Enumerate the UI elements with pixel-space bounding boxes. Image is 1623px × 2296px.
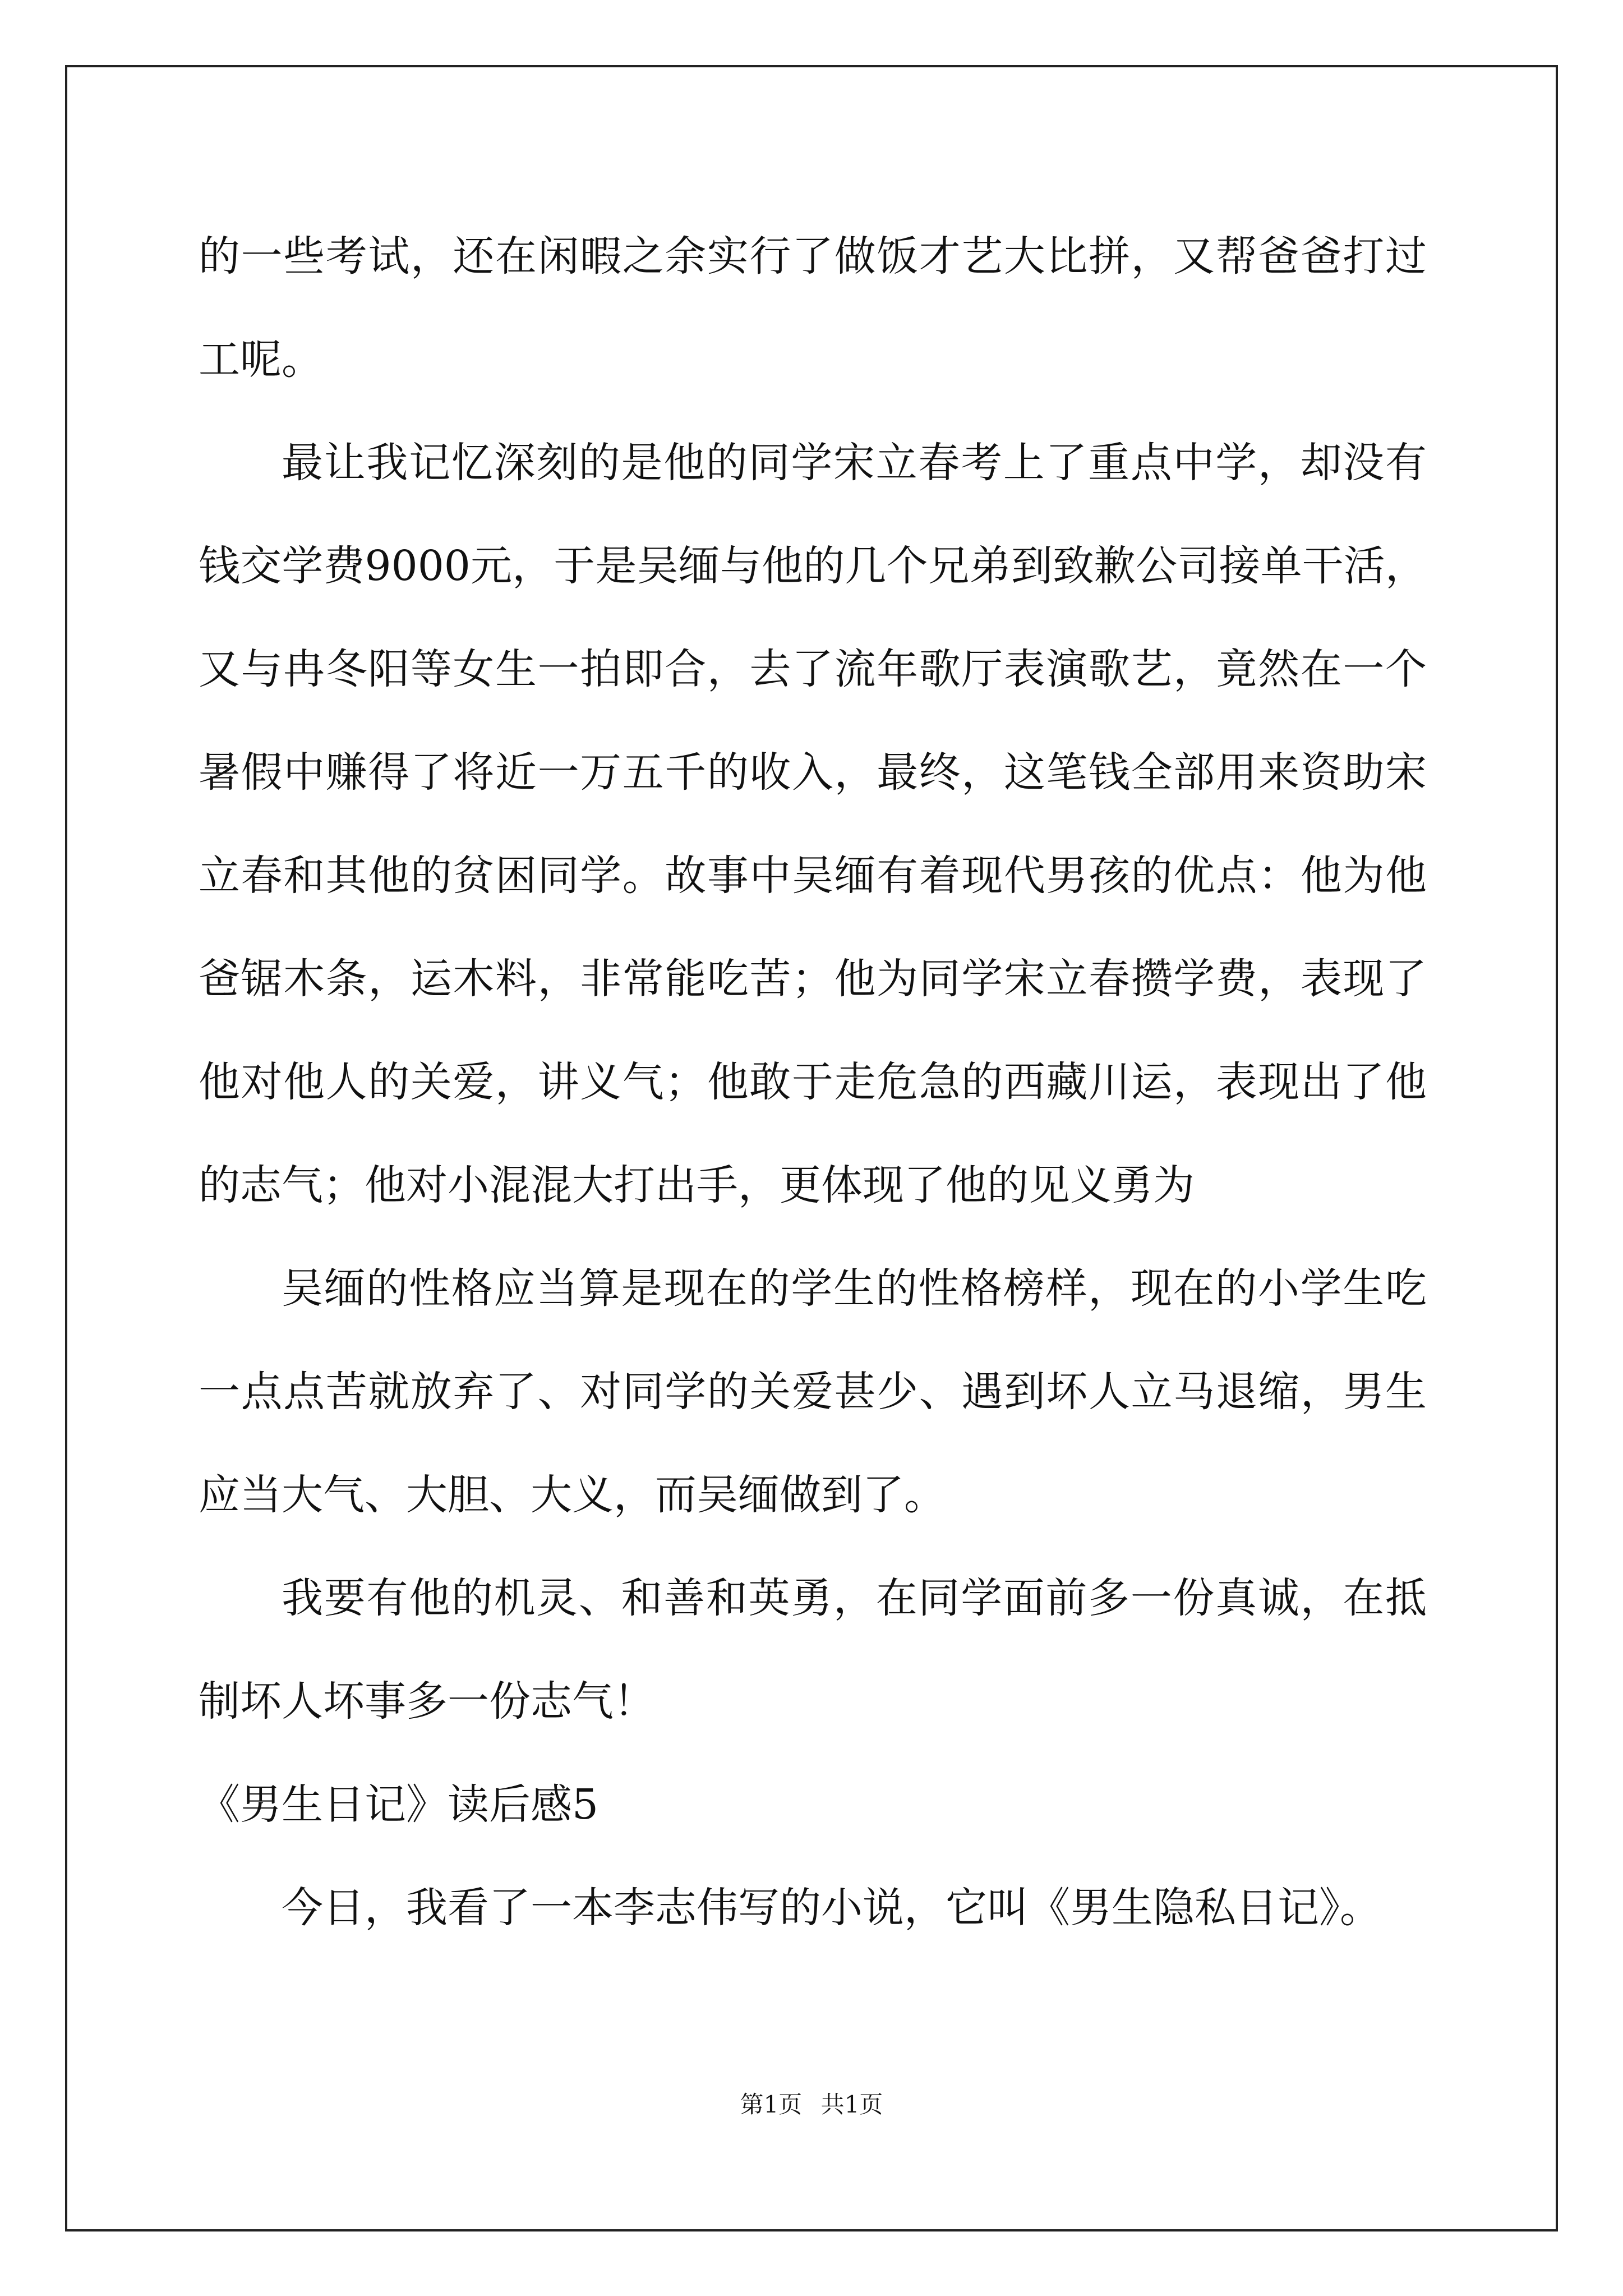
paragraph-continuation: 的一些考试，还在闲暇之余实行了做饭才艺大比拼，又帮爸爸打过工呢。 bbox=[199, 232, 1427, 384]
page-footer bbox=[0, 2088, 1623, 2122]
page-total: 共1页 bbox=[820, 2091, 883, 2118]
paragraph-character: 吴缅的性格应当算是现在的学生的性格榜样，现在的小学生吃一点点苦就放弃了、对同学的关爱甚少、遇到坏人立马退缩，男生应当大气、大胆、大义，而吴缅做到了。 bbox=[199, 1264, 1427, 1519]
paragraph-memory: 最让我记忆深刻的是他的同学宋立春考上了重点中学，却没有钱交学费9000元，于是吴缅与他的几个兄弟到致歉公司接单干活，又与冉冬阳等女生一拍即合，去了流年歌厅表演歌艺，竟然在一个暑假中赚得了将近一万五千的收入，最终，这笔钱全部用来资助宋立春和其他的贫困同学。故事中吴缅有着现代男孩的优点：他为他爸锯木条，运木料，非常能吃苦；他为同学宋立春攒学费，表现了他对他人的关爱，讲义气；他敢于走危急的西藏川运，表现出了他的志气；他对小混混大打出手，更体现了他的见义勇为 bbox=[199, 439, 1427, 1209]
section-heading: 《男生日记》读后感5 bbox=[199, 1780, 599, 1829]
page-number: 第1页 bbox=[740, 2091, 803, 2118]
paragraph-resolution: 我要有他的机灵、和善和英勇，在同学面前多一份真诚，在抵制坏人坏事多一份志气！ bbox=[199, 1574, 1427, 1726]
paragraph-intro: 今日，我看了一本李志伟写的小说，它叫《男生隐私日记》。 bbox=[282, 1884, 1381, 1932]
document-body bbox=[199, 205, 1427, 1959]
